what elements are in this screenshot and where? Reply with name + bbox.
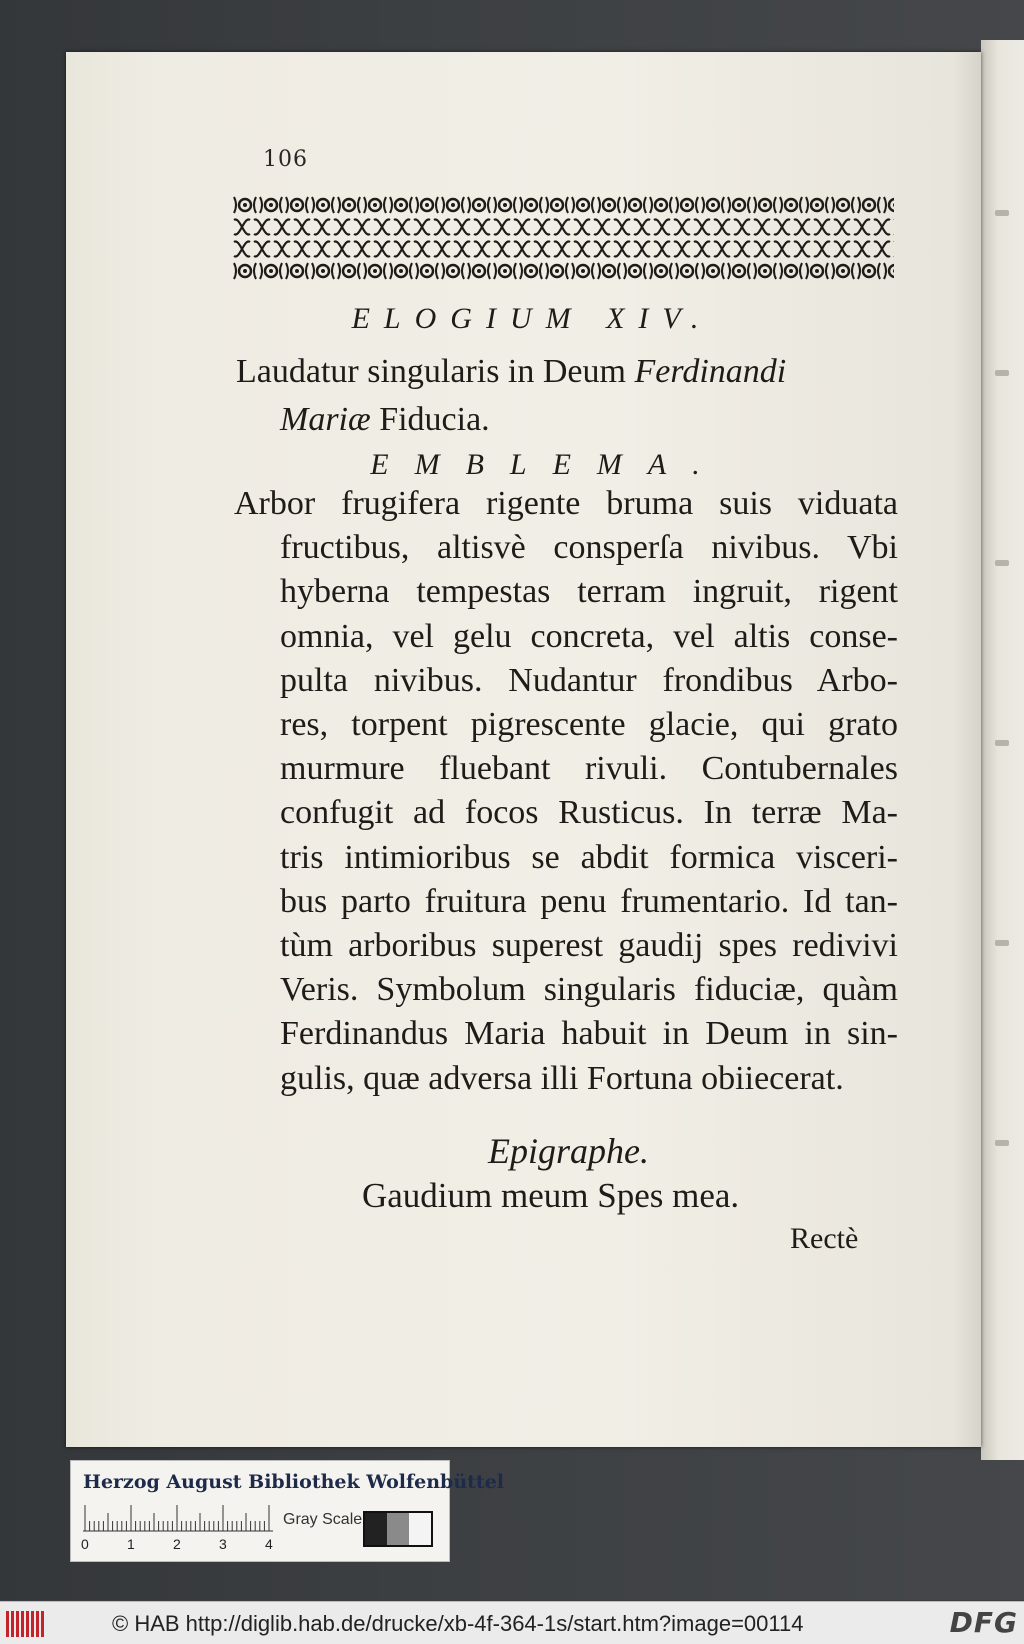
swatch-light bbox=[409, 1513, 431, 1545]
body-line: Ferdinandus Maria habuit in Deum in sin- bbox=[280, 1015, 898, 1053]
summary-line: Mariæ Fiducia. bbox=[280, 401, 490, 438]
body-line: Veris. Symbolum singularis fiduciæ, quàm bbox=[280, 971, 898, 1009]
hab-barcode-icon bbox=[6, 1611, 46, 1637]
copyright-credit[interactable]: © HAB http://diglib.hab.de/drucke/xb-4f-364-1s/start.htm?image=00114 bbox=[112, 1611, 804, 1636]
gray-scale-swatches bbox=[363, 1511, 433, 1547]
heading-elogium: ELOGIUM XIV. bbox=[351, 302, 713, 335]
page-number: 106 bbox=[263, 147, 308, 172]
library-name: Herzog August Bibliothek Wolfenbüttel bbox=[83, 1471, 504, 1493]
swatch-mid bbox=[387, 1513, 409, 1545]
epigraphe-text: Gaudium meum Spes mea. bbox=[362, 1176, 740, 1215]
summary-line: Laudatur singularis in Deum Ferdinandi bbox=[236, 353, 787, 390]
viewer-footer bbox=[0, 1601, 1024, 1644]
body-line: gulis, quæ adversa illi Fortuna obiiecerat. bbox=[280, 1059, 844, 1097]
body-line: Arbor frugifera rigente bruma suis viduata bbox=[234, 485, 898, 522]
body-line: bus parto fruitura penu frumentario. Id tan- bbox=[280, 882, 898, 920]
body-line: murmure fluebant rivuli. Contubernales bbox=[280, 750, 898, 788]
body-line: pulta nivibus. Nudantur frondibus Arbo- bbox=[280, 661, 898, 699]
body-line: res, torpent pigrescente glacie, qui grato bbox=[280, 706, 898, 743]
body-line: hyberna tempestas terram ingruit, rigent bbox=[280, 573, 898, 611]
body-line: fructibus, altisvè consperſa nivibus. Vbi bbox=[280, 529, 898, 567]
library-label-card: Herzog August Bibliothek Wolfenbüttel 0 1 2 3 4 Gray Scale bbox=[70, 1460, 450, 1562]
dfg-logo-icon: DFG bbox=[949, 1606, 1018, 1639]
body-line: omnia, vel gelu concreta, vel altis conse- bbox=[280, 617, 898, 655]
ornament-band-icon bbox=[232, 194, 894, 284]
catchword: Rectè bbox=[790, 1222, 859, 1255]
ruler-icon bbox=[83, 1503, 273, 1533]
next-page-edge bbox=[981, 40, 1024, 1460]
body-line: tùm arboribus superest gaudij spes redivivi bbox=[280, 927, 898, 964]
heading-emblema: EMBLEMA. bbox=[370, 448, 726, 481]
gray-scale-label: Gray Scale bbox=[283, 1511, 363, 1528]
epigraphe-heading: Epigraphe. bbox=[488, 1131, 649, 1171]
body-line: tris intimioribus se abdit formica visceri- bbox=[280, 838, 898, 876]
body-line: confugit ad focos Rusticus. In terræ Ma- bbox=[280, 794, 898, 832]
swatch-dark bbox=[365, 1513, 387, 1545]
